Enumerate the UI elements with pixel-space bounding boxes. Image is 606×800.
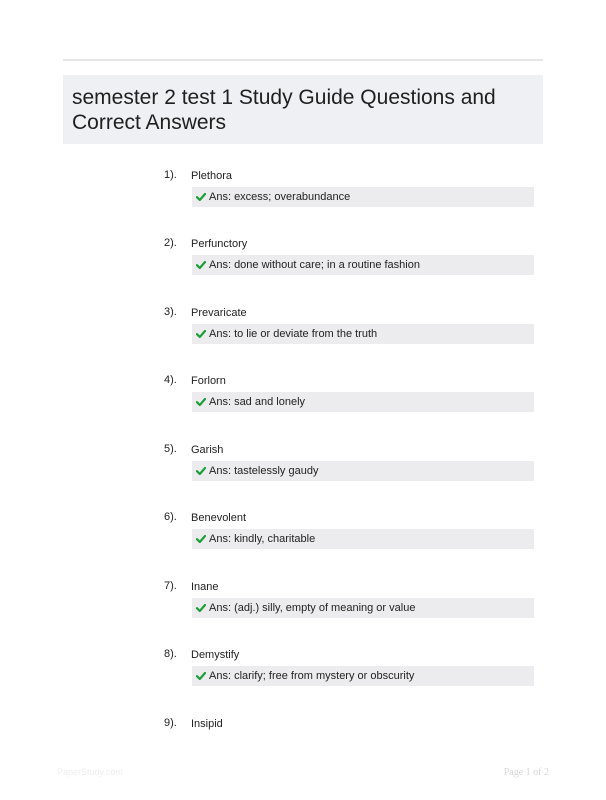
question-item — [0, 236, 606, 296]
question-item — [0, 442, 606, 502]
question-term: Demystify — [191, 649, 240, 661]
footer-watermark: PaperStudy.com — [57, 767, 123, 777]
question-item — [0, 305, 606, 365]
check-icon — [196, 534, 206, 544]
question-item — [0, 510, 606, 570]
answer-text: Ans: (adj.) silly, empty of meaning or value — [209, 602, 416, 614]
question-number: 3). — [164, 306, 177, 318]
question-item — [0, 579, 606, 639]
question-term: Perfunctory — [191, 238, 248, 250]
answer-box — [192, 187, 534, 207]
question-number: 4). — [164, 374, 177, 386]
check-icon — [196, 260, 206, 270]
question-item — [0, 647, 606, 707]
page-indicator: Page 1 of 2 — [503, 767, 549, 778]
answer-box — [192, 529, 534, 549]
question-term: Benevolent — [191, 512, 247, 524]
question-term: Garish — [191, 444, 224, 456]
check-icon — [196, 329, 206, 339]
answer-text: Ans: kindly, charitable — [209, 533, 316, 545]
question-number: 5). — [164, 443, 177, 455]
question-number: 6). — [164, 511, 177, 523]
answer-text: Ans: sad and lonely — [209, 396, 306, 408]
question-term: Insipid — [191, 718, 223, 730]
check-icon — [196, 397, 206, 407]
question-item — [0, 168, 606, 228]
answer-text: Ans: excess; overabundance — [209, 191, 351, 203]
question-term: Plethora — [191, 170, 232, 182]
question-term: Inane — [191, 581, 219, 593]
answer-box — [192, 461, 534, 481]
answer-text: Ans: clarify; free from mystery or obscurity — [209, 670, 415, 682]
answer-box — [192, 324, 534, 344]
check-icon — [196, 671, 206, 681]
question-term: Forlorn — [191, 375, 226, 387]
answer-text: Ans: tastelessly gaudy — [209, 465, 319, 477]
answer-box — [192, 598, 534, 618]
question-number: 9). — [164, 717, 177, 729]
question-number: 2). — [164, 237, 177, 249]
check-icon — [196, 466, 206, 476]
title-band — [63, 75, 543, 144]
answer-box — [192, 255, 534, 275]
answer-box — [192, 392, 534, 412]
answer-text: Ans: done without care; in a routine fashion — [209, 259, 420, 271]
check-icon — [196, 603, 206, 613]
answer-box — [192, 666, 534, 686]
question-number: 7). — [164, 580, 177, 592]
document-title: semester 2 test 1 Study Guide Questions and Correct Answers — [72, 86, 496, 134]
check-icon — [196, 192, 206, 202]
question-term: Prevaricate — [191, 307, 247, 319]
answer-text: Ans: to lie or deviate from the truth — [209, 328, 378, 340]
top-divider — [63, 59, 543, 61]
question-item — [0, 373, 606, 433]
question-number: 1). — [164, 169, 177, 181]
question-number: 8). — [164, 648, 177, 660]
